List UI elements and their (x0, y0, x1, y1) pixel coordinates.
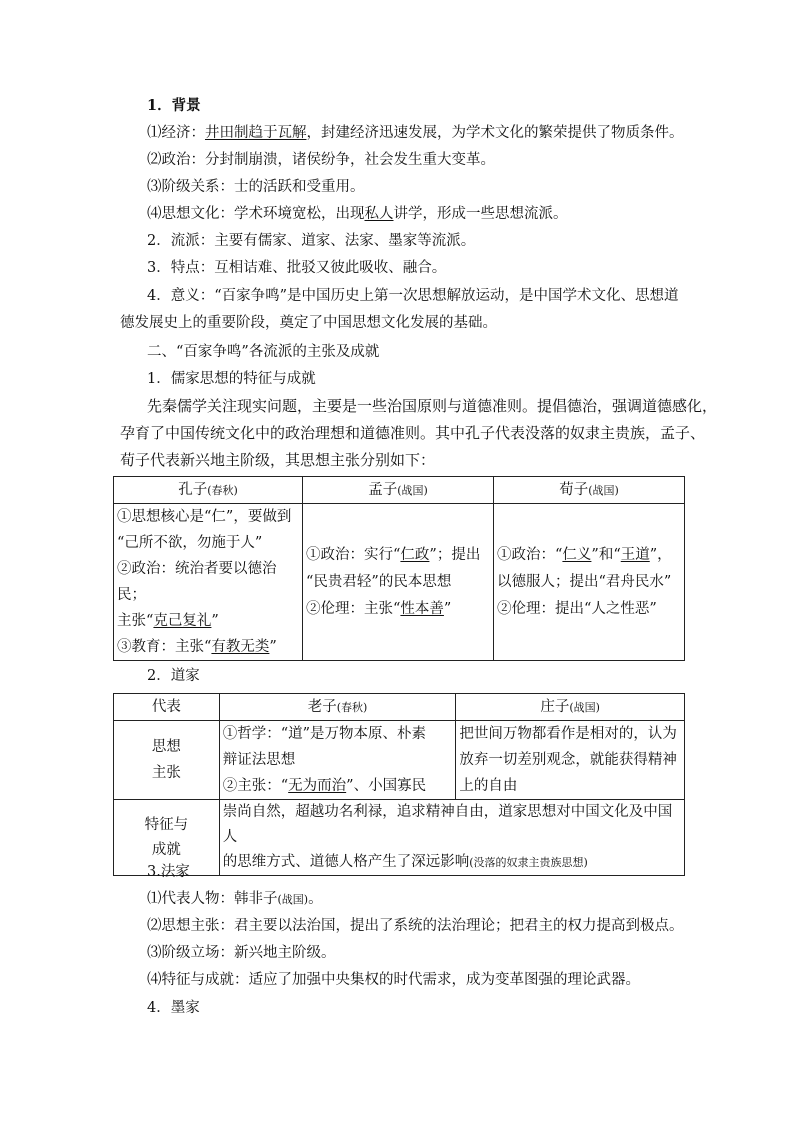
header-laozi: 老子(春秋) (219, 694, 456, 721)
background-economy (147, 123, 717, 143)
cell-zhuangzi: 把世间万物都看作是相对的，认为 放弃一切差别观念，就能获得精神 上的自由 (456, 721, 685, 800)
confucian-para-line3: 荀子代表新兴地主阶级，其思想主张分别如下： (120, 451, 436, 469)
section-significance-line2: 德发展史上的重要阶段，奠定了中国思想文化发展的基础。 (120, 315, 497, 331)
daoist-title: 2．道家 (147, 668, 200, 684)
header-mengzi: 孟子(战国) (303, 477, 494, 504)
confucian-para-line1: 先秦儒学关注现实问题，主要是一些治国原则与道德准则。提倡德治，强调道德感化， (147, 397, 718, 415)
header-xunzi: 荀子(战国) (494, 477, 685, 504)
mohist-title: 4．墨家 (147, 1000, 200, 1016)
section-title-background: 1．背景 (147, 97, 201, 114)
table-row (114, 504, 685, 661)
background-class: ⑶阶级关系：士的活跃和受重用。 (147, 179, 365, 195)
legalist-achievement: ⑷特征与成就：适应了加强中央集权的时代需求，成为变革图强的理论武器。 (147, 972, 640, 988)
cell-mengzi: ①政治：实行“仁政”；提出 “民贵君轻”的民本思想 ②伦理：主张“性本善” (303, 504, 494, 661)
section-features: 3．特点：互相诘难、批驳又彼此吸收、融合。 (147, 260, 447, 276)
economy-keyword: 井田制趋于瓦解 (205, 125, 307, 141)
daoist-table (113, 693, 685, 876)
background-thought (147, 204, 717, 224)
confucian-title: 1．儒家思想的特征与成就 (147, 371, 316, 387)
thought-prefix: ⑷思想文化：学术环境宽松，出现 (147, 206, 365, 222)
table-header-row (114, 694, 685, 721)
row-label-ideas: 思想 主张 (114, 721, 220, 800)
legalist-idea: ⑵思想主张：君主要以法治国，提出了系统的法治理论；把君主的权力提高到极点。 (147, 918, 684, 934)
table-row (114, 721, 685, 800)
economy-rest: ，封建经济迅速发展，为学术文化的繁荣提供了物质条件。 (306, 125, 684, 141)
header-zhuangzi: 庄子(战国) (456, 694, 685, 721)
table-header-row (114, 477, 685, 504)
thought-rest: 讲学，形成一些思想流派。 (393, 206, 568, 222)
section-significance-line1: 4．意义：“百家争鸣”是中国历史上第一次思想解放运动，是中国学术文化、思想道 (147, 288, 679, 304)
legalist-stance: ⑶阶级立场：新兴地主阶级。 (147, 945, 336, 961)
confucian-table (113, 476, 685, 661)
section-schools: 2．流派：主要有儒家、道家、法家、墨家等流派。 (147, 233, 476, 249)
cell-achievements: 崇尚自然，超越功名利禄，追求精神自由，道家思想对中国文化及中国人 的思维方式、道德人格产生了深远影响(没落的奴隶主贵族思想) (219, 800, 684, 876)
part-two-title: 二、“百家争鸣”各流派的主张及成就 (147, 344, 380, 360)
cell-xunzi: ①政治：“仁义”和“王道”， 以德服人；提出“君舟民水” ②伦理：提出“人之性恶” (494, 504, 685, 661)
header-representative: 代表 (114, 694, 220, 721)
header-kongzi: 孔子(春秋) (114, 477, 303, 504)
confucian-para-line2: 孕育了中国传统文化中的政治理想和道德准则。其中孔子代表没落的奴隶主贵族，孟子、 (120, 424, 706, 442)
legalist-representative: ⑴代表人物：韩非子(战国)。 (147, 891, 323, 907)
row-label-achievements: 特征与 成就 (114, 800, 220, 876)
background-politics: ⑵政治：分封制崩溃，诸侯纷争，社会发生重大变革。 (147, 152, 495, 168)
legalist-title: 3.法家 (147, 864, 190, 880)
thought-keyword: 私人 (364, 206, 394, 222)
economy-prefix: ⑴经济： (147, 125, 205, 141)
cell-kongzi: ①思想核心是“仁”，要做到 “己所不欲，勿施于人” ②政治：统治者要以德治民； 主张“克己复礼” ③教育：主张“有教无类” (114, 504, 303, 661)
cell-laozi: ①哲学：“道”是万物本原、朴素 辩证法思想 ②主张：“无为而治”、小国寡民 (219, 721, 456, 800)
